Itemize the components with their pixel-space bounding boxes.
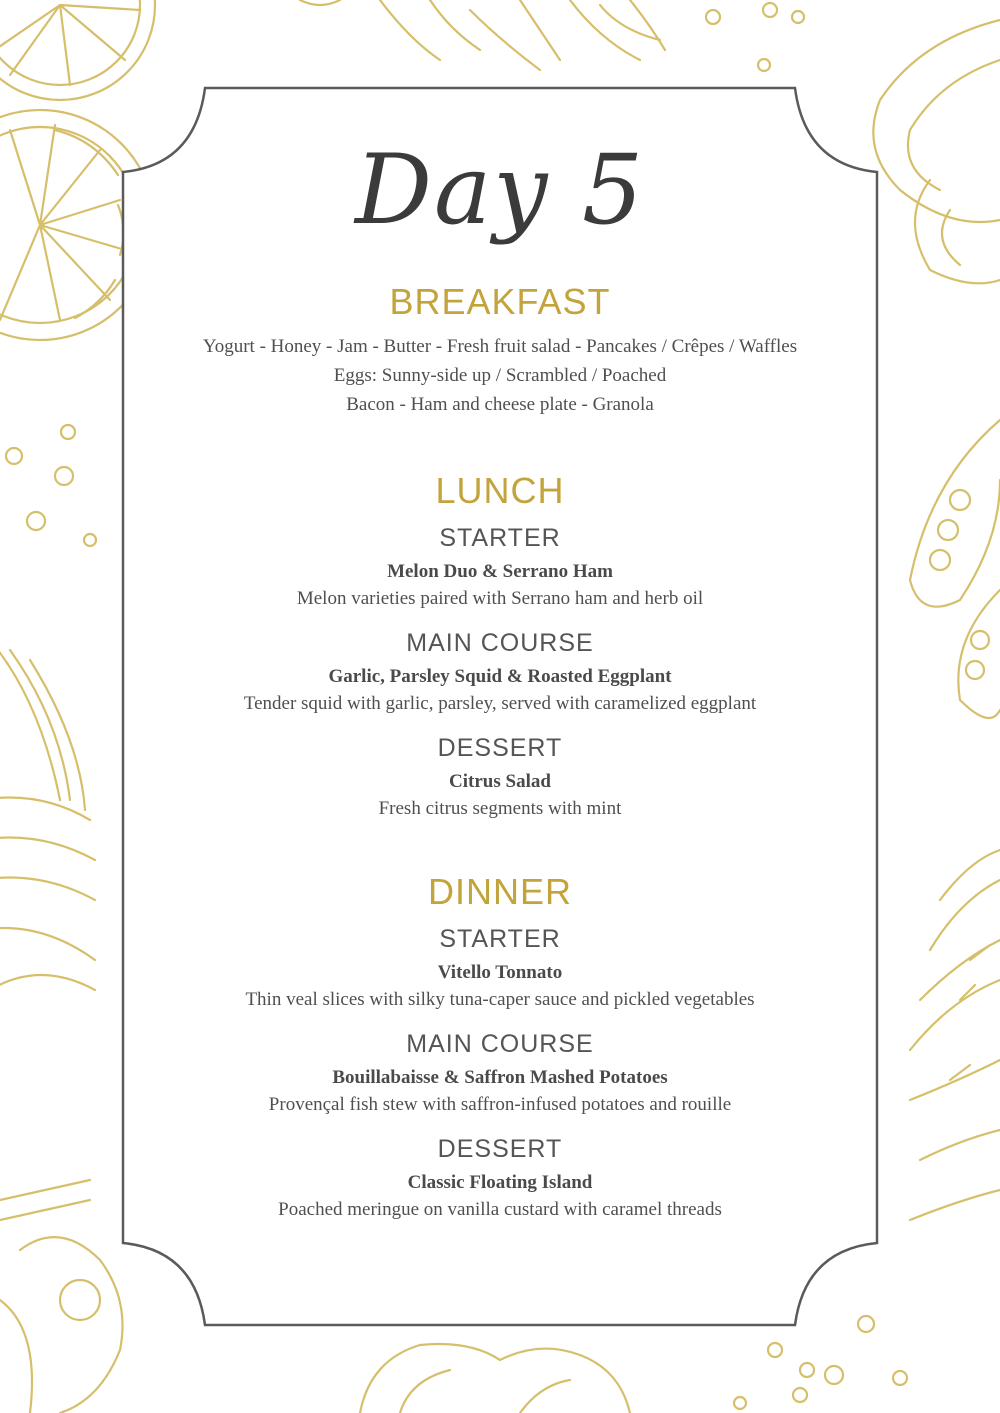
lunch-heading: LUNCH — [435, 470, 565, 511]
lunch-dessert-label: DESSERT — [437, 734, 563, 762]
page-title: Day 5 — [354, 134, 646, 246]
breakfast-line: Eggs: Sunny-side up / Scrambled / Poached — [333, 365, 667, 386]
dinner-main-label: MAIN COURSE — [406, 1030, 594, 1058]
breakfast-items — [130, 332, 870, 419]
lunch-starter-dish: Melon Duo & Serrano Ham — [387, 561, 613, 582]
lunch-dessert-desc: Fresh citrus segments with mint — [378, 798, 622, 819]
dinner-dessert-dish: Classic Floating Island — [407, 1172, 593, 1193]
lunch-main-dish: Garlic, Parsley Squid & Roasted Eggplant — [328, 666, 672, 687]
lunch-main-label: MAIN COURSE — [406, 629, 594, 657]
dinner-starter-label: STARTER — [439, 925, 561, 953]
menu-content — [130, 100, 870, 1237]
dinner-heading: DINNER — [427, 871, 572, 912]
lunch-dessert-dish: Citrus Salad — [449, 771, 551, 792]
lunch-main-desc: Tender squid with garlic, parsley, served with caramelized eggplant — [243, 693, 757, 714]
dinner-main-dish: Bouillabaisse & Saffron Mashed Potatoes — [332, 1067, 668, 1088]
dinner-starter-desc: Thin veal slices with silky tuna-caper sauce and pickled vegetables — [245, 989, 755, 1010]
breakfast-line: Yogurt - Honey - Jam - Butter - Fresh fruit salad - Pancakes / Crêpes / Waffles — [202, 336, 798, 357]
dinner-dessert-label: DESSERT — [437, 1135, 563, 1163]
lunch-starter-label: STARTER — [439, 524, 561, 552]
dinner-starter-dish: Vitello Tonnato — [437, 962, 563, 983]
breakfast-line: Bacon - Ham and cheese plate - Granola — [346, 394, 654, 415]
lunch-starter-desc: Melon varieties paired with Serrano ham and herb oil — [296, 588, 704, 609]
dinner-dessert-desc: Poached meringue on vanilla custard with caramel threads — [278, 1199, 722, 1220]
breakfast-heading: BREAKFAST — [389, 281, 611, 322]
dinner-main-desc: Provençal fish stew with saffron-infused potatoes and rouille — [268, 1094, 732, 1115]
